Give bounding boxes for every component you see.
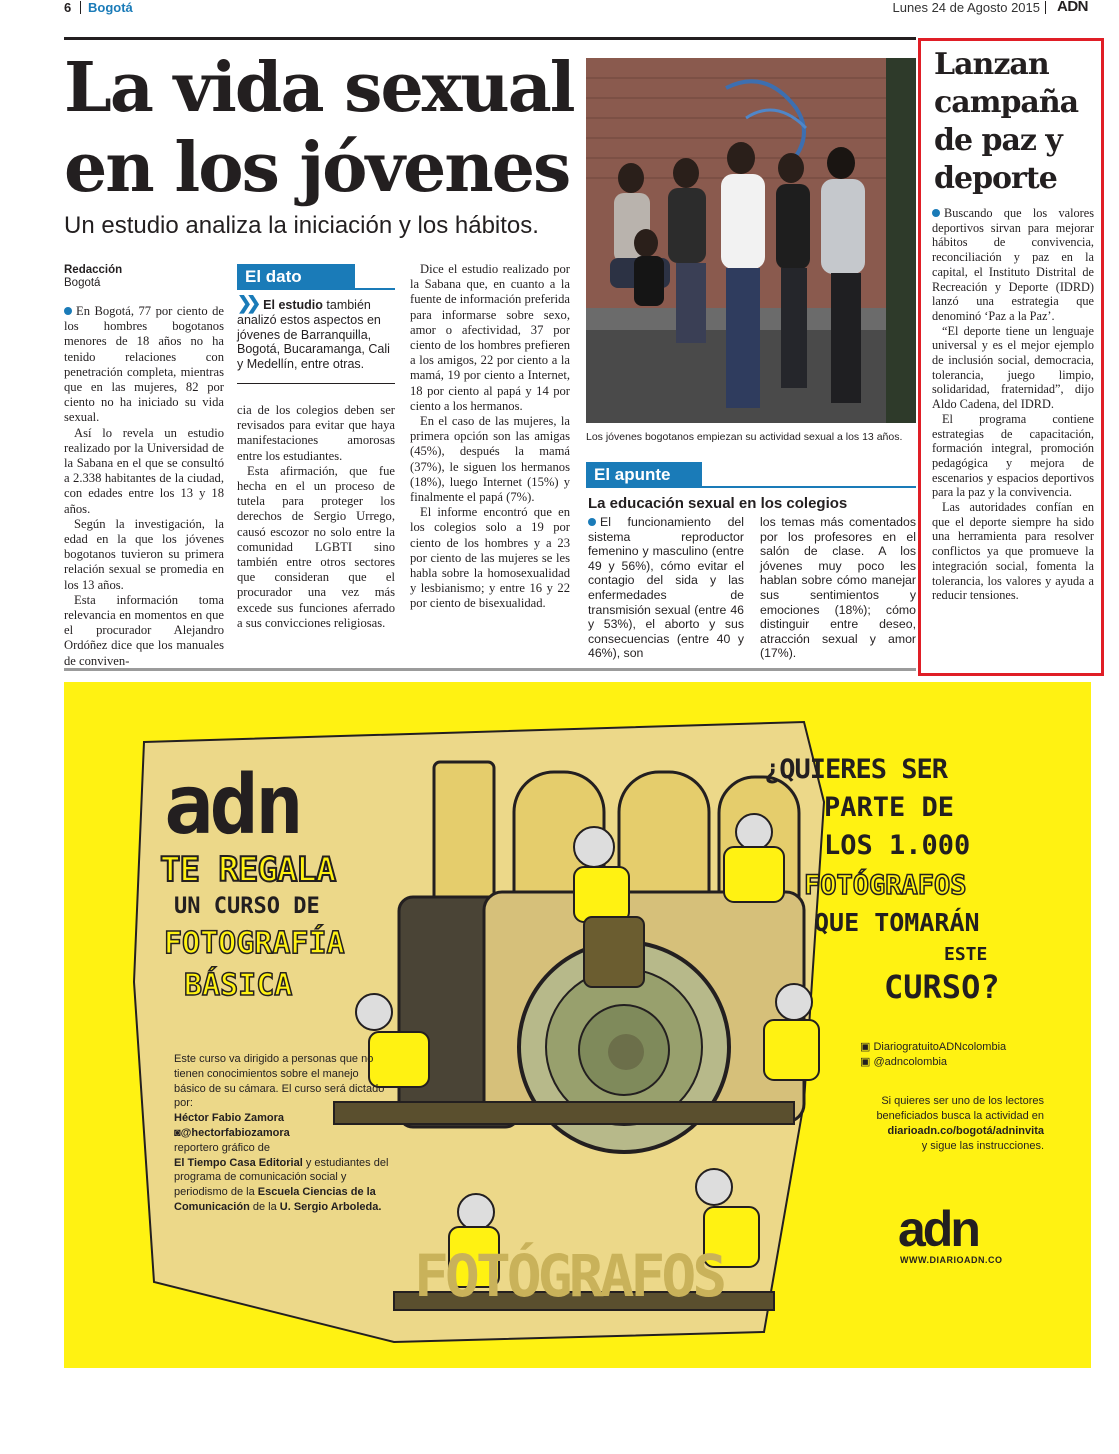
paragraph: Así lo revela un estudio realizado por la Universidad de la Sabana en el que se consultó a 2.338 habitantes de la ciudad, con edades entre los 13 y 18 años.	[64, 425, 224, 516]
ad-right-title-5: QUE TOMARÁN	[814, 908, 980, 937]
headline: La vida sexual en los jóvenes	[64, 48, 574, 208]
bullet-dot-icon	[588, 518, 596, 526]
paragraph: El informe encontró que en los colegios solo a 19 por ciento de los hombres y a 23 por ciento de las mujeres se les habla sobre la homosexualidad y lesbianismo; y entre 16 y 22 por ciento de bisexualidad.	[410, 505, 570, 611]
dato-label: El dato	[237, 264, 355, 290]
ad-instructions: Si quieres ser uno de los lectores beneficiados busca la actividad en diarioadn.co/bogotá/adninvita y sigue las instrucciones.	[876, 1095, 1044, 1152]
page-header	[64, 0, 1088, 20]
byline-place: Bogotá	[64, 277, 101, 289]
dato-rule	[237, 288, 395, 290]
apunte-column-1: El funcionamiento del sistema reproductor femenino y masculino (entre 49 y 56%), cómo evitar el contagio del sida y las enfermedades de transmisión sexual (entre 46 y 53%), el aborto y sus consecuencias (entre 40 y 46%), son	[588, 515, 744, 661]
ad-big-word: FOTÓGRAFOS	[414, 1242, 724, 1310]
subhead: Un estudio analiza la iniciación y los hábitos.	[64, 212, 539, 239]
ad-course-info: Este curso va dirigido a personas que no tienen conocimientos sobre el manejo básico de su cámara. El curso será dictado por: Héctor Fabio Zamora ◙@hectorfabiozamora reportero gráfico de El Tiempo Casa Editorial y estudiantes del programa de comunicación social y periodismo de la Escuela Ciencias de la Comunicación de la U. Sergio Arboleda.	[174, 1053, 389, 1213]
ad-right-title-1: ¿QUIERES SER	[764, 754, 948, 785]
paragraph: cia de los colegios deben ser revisados para evitar que haya manifestaciones amorosas entre los estudiantes.	[237, 403, 395, 463]
bullet-dot-icon	[64, 307, 72, 315]
byline-author: Redacción	[64, 264, 123, 276]
paragraph: Buscando que los valores deportivos sirvan para mejorar hábitos de convivencia, reconciliación y paz en la capital, el Instituto Distrital de Recreación y Deporte (IDRD) lanzó una estrategia que denominó ‘Paz a la Paz’.	[932, 206, 1094, 323]
ad-right-title-3: LOS 1.000	[824, 830, 971, 861]
twitter-icon: ▣	[860, 1056, 871, 1068]
section-name: Bogotá	[88, 0, 133, 15]
ad-left-title-1: TE REGALA	[160, 850, 336, 890]
apunte-title: La educación sexual en los colegios	[588, 495, 848, 512]
paragraph: En el caso de las mujeres, la primera opción son las amigas (45%), después la mamá (37%), le siguen los hermanos (18%), luego Internet (15%) y finalmente el papá (7%).	[410, 414, 570, 505]
ad-left-title-4: BÁSICA	[184, 968, 293, 1003]
ad-logo: adn	[898, 1201, 978, 1257]
apunte-rule	[586, 486, 916, 488]
facebook-icon: ▣	[860, 1041, 871, 1053]
paragraph: Esta afirmación, que fue hecha en el un proceso de tutela para proteger los derechos de Sergio Urrego, causó escozor no solo entre la comunidad LGBTI sino también entre otros sectores que consideran que el procurador una vez más excede sus funciones aferrado a sus convicciones religiosas.	[237, 463, 395, 630]
apunte-label: El apunte	[586, 462, 702, 488]
ad-right-title-6: ESTE	[944, 944, 988, 965]
top-rule	[64, 37, 916, 40]
paragraph: El programa contiene estrategias de capacitación, formación integral, promoción pedagógica y mejora de escenarios y espacios deportivos para la paz y la convivencia.	[932, 411, 1094, 500]
section-rule	[64, 668, 916, 671]
header-divider	[80, 1, 81, 14]
paragraph: Esta información toma relevancia en momentos en que el procurador Alejandro Ordóñez dice que los manuales de conviven-	[64, 592, 224, 668]
dato-bottom-rule	[237, 383, 395, 384]
ad-left-title-2: UN CURSO DE	[174, 894, 320, 919]
ad-right-title-4: FOTÓGRAFOS	[804, 870, 967, 901]
paragraph: Según la investigación, la edad en la que los jóvenes bogotanos tuvieron su primera relación sexual se promedia en los 13 años.	[64, 516, 224, 592]
side-headline: Lanzan campaña de paz y deporte	[934, 47, 1079, 196]
ad-brand: adn	[164, 758, 301, 853]
bullet-dot-icon	[932, 209, 940, 217]
ad-left-title-3: FOTOGRAFÍA	[164, 926, 345, 961]
paragraph: Las autoridades confían en que el deporte siempre ha sido una herramienta para resolver conflictos ya que promueve la integración social, fomenta la tolerancia, los valores y ayuda a reducir tensiones.	[932, 500, 1094, 603]
ad-link[interactable]: diarioadn.co/bogotá/adninvita	[887, 1125, 1044, 1137]
ad-url[interactable]: WWW.DIARIOADN.CO	[900, 1255, 1003, 1265]
paragraph: “El deporte tiene un lenguaje universal y es el mejor ejemplo de inclusión social, democracia, tolerancia, juego limpio, solidaridad, fraternidad”, dijo Aldo Cadena, del IDRD.	[932, 323, 1094, 412]
chevron-right-icon: ❯❯	[237, 293, 256, 313]
issue-date: Lunes 24 de Agosto 2015	[892, 0, 1040, 15]
paragraph: En Bogotá, 77 por ciento de los hombres bogotanos menores de 18 años no ha tenido relaciones con penetración completa, mientras que en las mujeres, 82 por ciento no ha iniciado su vida sexual.	[64, 304, 224, 425]
article-column-2	[237, 403, 395, 631]
photo-caption: Los jóvenes bogotanos empiezan su actividad sexual a los 13 años.	[586, 431, 903, 443]
byline	[64, 264, 122, 290]
header-divider	[1045, 1, 1046, 14]
side-article	[932, 206, 1094, 603]
apunte-column-2: los temas más comentados por los profesores en el salón de clase. A los jóvenes muy poco les hablan sobre cómo manejar sus sentimientos y emociones (18%); cómo distinguir entre deseo, atracción sexual y amor (17%).	[760, 515, 916, 661]
facebook-link[interactable]: ▣ DiariogratuitoADNcolombia	[860, 1041, 1007, 1053]
article-column-3	[410, 262, 570, 612]
article-photo	[586, 58, 916, 423]
page-number: 6	[64, 0, 72, 15]
ad-social-links	[860, 1040, 1060, 1070]
dato-text: ❯❯ El estudio también analizó estos aspectos en jóvenes de Barranquilla, Bogotá, Bucaramanga, Cali y Medellín, entre otras.	[237, 293, 390, 372]
ad-right-title-2: PARTE DE	[824, 792, 955, 823]
instagram-icon: ◙	[174, 1126, 181, 1139]
paragraph: Dice el estudio realizado por la Sabana que, en cuanto a la fuente de información preferida para informarse sobre sexo, amor o afectividad, 37 por ciento de los hombres prefieren a los amigos, 22 por ciento a la mamá, 19 por ciento a Internet, 18 por ciento al papá y 14 por ciento a los hermanos.	[410, 262, 570, 413]
brand-logo: ADN	[1057, 0, 1088, 15]
article-column-1	[64, 304, 224, 669]
twitter-link[interactable]: ▣ @adncolombia	[860, 1056, 948, 1068]
ad-right-title-7: CURSO?	[884, 968, 1000, 1006]
advertisement	[64, 682, 1091, 1368]
